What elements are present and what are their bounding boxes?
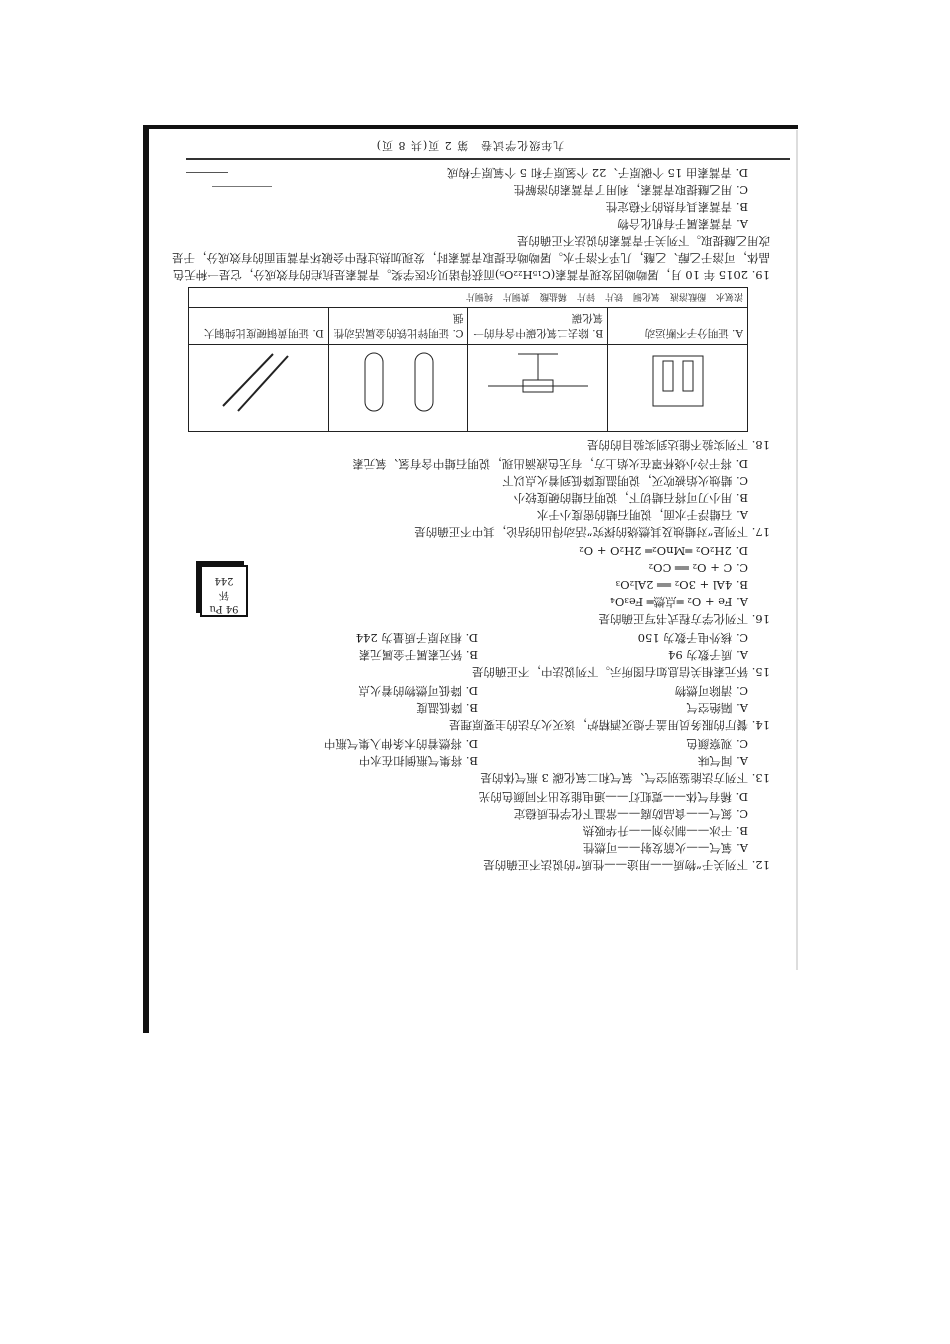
apparatus-drawing — [198, 348, 318, 426]
experiment-figure-cell — [189, 345, 329, 432]
answer-option: A. 质子数为 94 — [668, 648, 748, 662]
answer-option: D. 降低可燃物的着火点 — [358, 684, 478, 698]
answer-option: D. 2H₂O₂ ═MnO₂═ 2H₂O + O₂ — [579, 544, 748, 558]
answer-option: C. 氮气——食品防腐——常温下化学性质稳定 — [513, 807, 748, 821]
option-row — [170, 629, 770, 646]
element-mass: 244 — [214, 575, 234, 586]
question-block — [170, 455, 770, 540]
question-stem: 19. 2015 年 10 月，屠呦呦因发现青蒿素(C₁₅H₂₂O₅)而获得诺贝尔医学奖。青蒿素是抗疟的有效成分，它是一种无色晶体，可溶于乙醇、乙醚，几乎不溶于水。屠呦呦在提取青蒿素时，发现加热过程中会破坏青蒿里面的有效成分，于是改用乙醚提取。下列关于青蒿素的说法不正确的是 — [172, 234, 770, 282]
option-row — [170, 699, 770, 716]
answer-option: B. 钚元素属于金属元素 — [358, 648, 478, 662]
question-stem: 15. 钚元素相关信息如右图所示。下列说法中，不正确的是 — [472, 665, 770, 679]
answer-option: C. 蜡烛火焰被吹灭，说明温度降低到着火点以下 — [502, 474, 748, 488]
experiment-caption: B. 除去二氧化碳中含有的一氧化碳 — [468, 308, 608, 345]
answer-option: B. 青蒿素具有热的不稳定性 — [605, 200, 748, 214]
element-symbol: Pu — [209, 603, 223, 614]
scan-border-top — [143, 125, 798, 129]
experiment-figure-cell — [468, 345, 608, 432]
answer-option: A. 闻气味 — [697, 754, 748, 768]
element-tile — [200, 565, 248, 617]
figure-label: 稀盐酸 — [539, 291, 567, 301]
experiment-figure-cell — [608, 345, 748, 432]
scan-border-right — [796, 130, 798, 970]
figure-label: 锌片 — [576, 291, 595, 301]
scan-border-left — [143, 125, 149, 1033]
apparatus-drawing — [338, 348, 458, 426]
answer-option: A. 石蜡浮于水面，说明石蜡的密度小于水 — [536, 508, 748, 522]
question-stem: 16. 下列化学方程式书写正确的是 — [598, 612, 770, 626]
figure-label: 黄铜片 — [502, 291, 530, 301]
question-stem: 12. 下列关于“物质——用途——性质”的说法不正确的是 — [483, 858, 770, 872]
element-name: 钚 — [219, 589, 229, 600]
question-block — [170, 682, 770, 733]
answer-option: C. 观察颜色 — [686, 737, 748, 751]
question-stem: 18. 下列实验不能达到实验目的的是 — [587, 438, 770, 452]
answer-option: C. 清除可燃物 — [674, 684, 748, 698]
question-block — [170, 735, 770, 786]
figure-label: 铁片 — [604, 291, 623, 301]
question-block — [170, 788, 770, 873]
question-stem: 17. 下列是“对蜡烛及其燃烧的探究”活动得出的结论，其中不正确的是 — [414, 525, 770, 539]
option-row — [170, 646, 770, 663]
answer-option: C. 核外电子数为 150 — [637, 631, 748, 645]
figure-label: 酚酞溶液 — [669, 291, 706, 301]
question-block — [170, 164, 770, 283]
figure-label: 纯铜片 — [465, 291, 493, 301]
experiment-caption: D. 证明黄铜硬度比纯铜大 — [189, 308, 329, 345]
option-row — [170, 735, 770, 752]
answer-option: B. 干冰——制冷剂——升华吸热 — [582, 824, 748, 838]
question-block — [170, 436, 770, 453]
answer-option: A. Fe + O₂ ═点燃═ Fe₃O₄ — [610, 595, 748, 609]
question-stem: 13. 下列方法能鉴别空气、氧气和二氧化碳 3 瓶气体的是 — [480, 771, 770, 785]
figure-labels — [189, 288, 748, 308]
page-footer: 九年级化学试卷 第 2 页(共 8 页) — [375, 139, 565, 152]
apparatus-drawing — [478, 348, 598, 426]
answer-option: D. 将干冷小烧杯罩在火焰上方，有无色液滴出现，说明石蜡中含有氢、氧元素 — [352, 457, 748, 471]
option-row — [170, 682, 770, 699]
answer-option: D. 青蒿素由 15 个碳原子、22 个氢原子和 5 个氧原子构成 — [447, 166, 748, 180]
answer-option: C. 用乙醚提取青蒿素，利用了青蒿素的溶解性 — [513, 183, 748, 197]
answer-option: A. 青蒿素属于有机化合物 — [617, 217, 748, 231]
question-stem: 14. 餐厅的服务员用盖子熄灭酒精炉，该灭火方法的主要原理是 — [449, 718, 770, 732]
answer-option: A. 隔绝空气 — [686, 701, 748, 715]
question-block — [170, 542, 770, 627]
answer-option: D. 相对原子质量为 244 — [355, 631, 478, 645]
answer-option: B. 将集气瓶倒扣在水中 — [358, 754, 478, 768]
element-number: 94 — [225, 603, 239, 614]
answer-option: B. 降低温度 — [416, 701, 478, 715]
experiment-caption: A. 证明分子不断运动 — [608, 308, 748, 345]
answer-option: B. 4Al + 3O₂ ══ 2Al₂O₃ — [615, 578, 748, 592]
header-rule — [186, 158, 790, 160]
experiment-figure-cell — [328, 345, 468, 432]
exam-sheet-upside-down — [170, 139, 770, 875]
answer-option: D. 稀有气体——霓虹灯——通电能发出不同颜色的光 — [478, 790, 748, 804]
answer-option: D. 将燃着的木条伸入集气瓶中 — [323, 737, 478, 751]
figure-label: 氧化铜 — [632, 291, 660, 301]
apparatus-drawing — [618, 348, 738, 426]
question-block — [170, 629, 770, 680]
answer-option: C. C + O₂ ══ CO₂ — [648, 561, 748, 575]
experiment-table — [188, 287, 748, 432]
figure-label: 浓氨水 — [715, 291, 743, 301]
experiment-caption: C. 证明锌比铁的金属活动性强 — [328, 308, 468, 345]
question-list — [170, 164, 770, 873]
answer-option: B. 用小刀可将石蜡切下，说明石蜡的硬度较小 — [513, 491, 748, 505]
option-row — [170, 752, 770, 769]
answer-option: A. 氧气——火箭发射——可燃性 — [582, 841, 748, 855]
